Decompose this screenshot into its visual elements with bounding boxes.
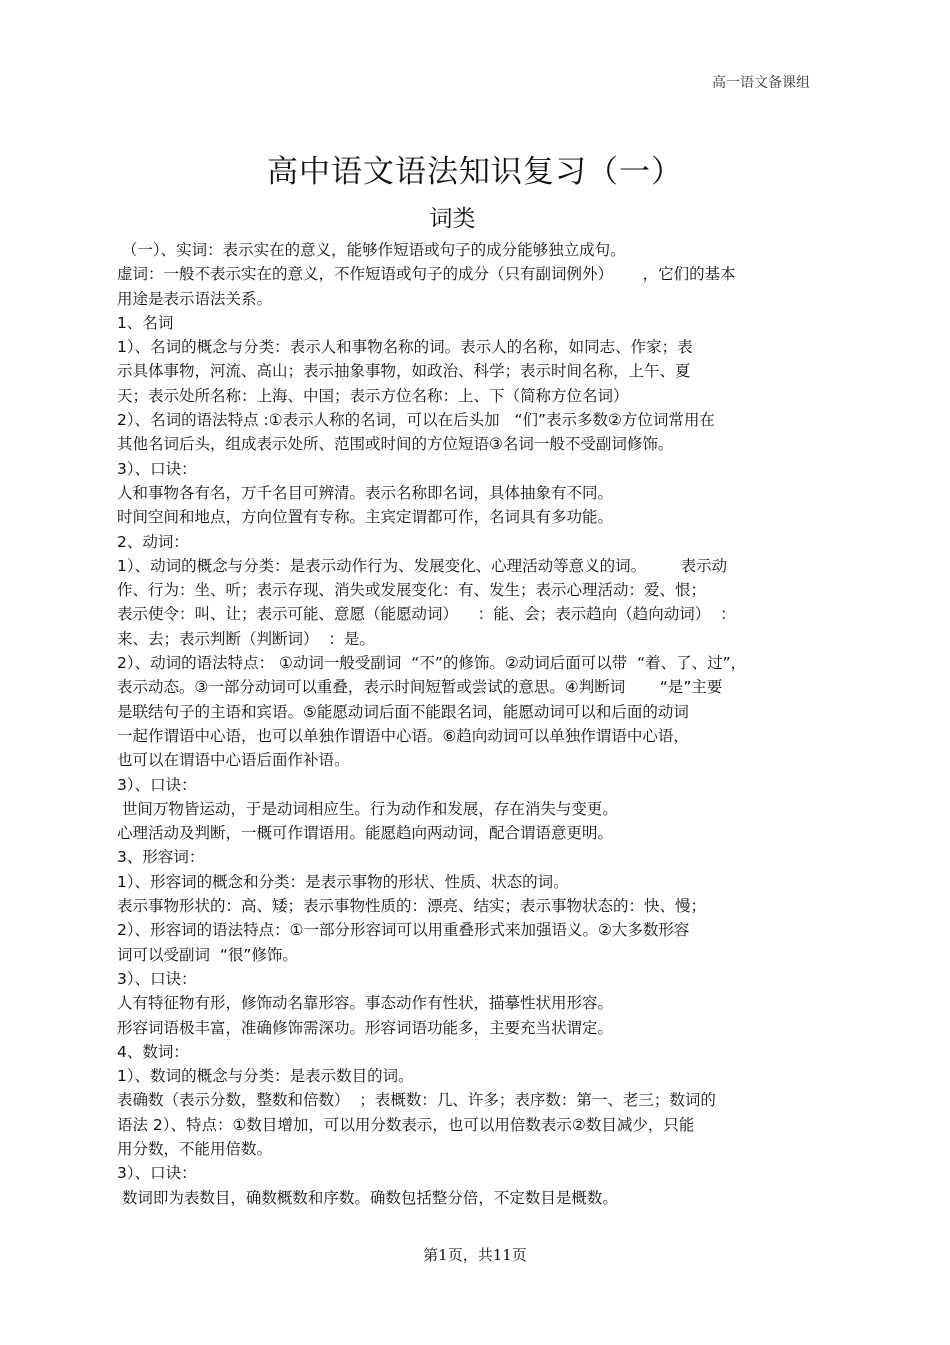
text-line: （一）、实词：表示实在的意义，能够作短语或句子的成分能够独立成句。 (117, 241, 626, 259)
text-line: 天；表示处所名称：上海、中国；表示方位名称：上、下（简称方位名词） (117, 386, 629, 405)
text-line: 3）、口诀： (117, 1164, 197, 1183)
text-line: 1）、形容词的概念和分类：是表示事物的形状、性质、状态的词。 (117, 872, 569, 891)
text-line: 表示动态。③一部分动词可以重叠，表示时间短暂或尝试的意思。④判断词 “是”主要 (117, 678, 723, 697)
text-line: 3）、口诀： (117, 969, 197, 988)
text-line: 3）、口诀： (117, 775, 197, 794)
text-line: 2）、名词的语法特点 :①表示人称的名词，可以在后头加 “们”表示多数②方位词常用在 (117, 411, 715, 430)
text-line: 用途是表示语法关系。 (117, 289, 273, 308)
text-line: 语法 2）、特点：①数目增加，可以用分数表示，也可以用倍数表示②数目减少，只能 (117, 1115, 695, 1134)
text-line: 4、数词： (117, 1042, 189, 1061)
body-text (117, 238, 837, 1210)
text-line: 形容词语极丰富，准确修饰需深功。形容词语功能多，主要充当状谓定。 (117, 1018, 614, 1037)
text-line: 其他名词后头，组成表示处所、范围或时间的方位短语③名词一般不受副词修饰。 (117, 435, 674, 454)
text-line: 是联结句子的主语和宾语。⑤能愿动词后面不能跟名词，能愿动词可以和后面的动词 (117, 702, 689, 721)
text-line: 1）、动词的概念与分类：是表示动作行为、发展变化、心理活动等意义的词。 表示动 (117, 556, 728, 575)
text-line: 示具体事物，河流、高山；表示抽象事物，如政治、科学；表示时间名称，上午、夏 (117, 362, 691, 381)
text-line: 来、去；表示判断（判断词） ：是。 (117, 629, 375, 648)
text-line: 2）、动词的语法特点： ①动词一般受副词 “不”的修饰。②动词后面可以带 “着、了、过”， (117, 654, 747, 673)
text-line: 数词即为表数目，确数概数和序数。确数包括整分倍，不定数目是概数。 (117, 1188, 618, 1207)
page-number: 第1页，共11页 (423, 1246, 527, 1264)
text-line: 心理活动及判断，一概可作谓语用。能愿趋向两动词，配合谓语意更明。 (117, 824, 614, 843)
document-title: 高中语文语法知识复习（一） (267, 154, 683, 190)
text-line: 1）、名词的概念与分类：表示人和事物名称的词。表示人的名称，如同志、作家；表 (117, 338, 693, 357)
text-line: 1）、数词的概念与分类：是表示数目的词。 (117, 1067, 414, 1086)
text-line: 世间万物皆运动，于是动词相应生。行为动作和发展，存在消失与变更。 (117, 799, 618, 818)
text-line: 1、名词 (117, 313, 174, 332)
text-line: 人和事物各有名，万千名目可辨清。表示名称即名词，具体抽象有不同。 (117, 483, 614, 502)
text-line: 时间空间和地点，方向位置有专称。主宾定谓都可作，名词具有多功能。 (117, 508, 614, 527)
text-line: 表确数（表示分数，整数和倍数） ；表概数：几、许多；表序数：第一、老三；数词的 (117, 1091, 716, 1110)
text-line: 3）、口诀： (117, 459, 197, 478)
document-subtitle: 词类 (429, 206, 476, 232)
text-line: 虚词：一般不表示实在的意义，不作短语或句子的成分（只有副词例外） ，它们的基本 (117, 265, 736, 284)
text-line: 2）、形容词的语法特点：①一部分形容词可以用重叠形式来加强语义。②大多数形容 (117, 921, 690, 940)
text-line: 表示使令：叫、让；表示可能、意愿（能愿动词） ：能、会；表示趋向（趋向动词） ： (117, 605, 736, 624)
text-line: 一起作谓语中心语，也可以单独作谓语中心语。⑥趋向动词可以单独作谓语中心语， (117, 726, 689, 745)
text-line: 2、动词： (117, 532, 189, 551)
text-line: 词可以受副词 “很”修饰。 (117, 945, 298, 964)
text-line: 用分数，不能用倍数。 (117, 1139, 273, 1158)
header-group-name: 高一语文备课组 (712, 75, 810, 91)
text-line: 也可以在谓语中心语后面作补语。 (117, 751, 350, 770)
text-line: 人有特征物有形，修饰动名靠形容。事态动作有性状，描摹性状用形容。 (117, 994, 614, 1013)
text-line: 3、形容词： (117, 848, 205, 867)
text-line: 表示事物形状的：高、矮；表示事物性质的：漂亮、结实；表示事物状态的：快、慢； (117, 897, 707, 916)
text-line: 作、行为：坐、听；表示存现、消失或发展变化：有、发生；表示心理活动：爱、恨； (117, 581, 707, 600)
